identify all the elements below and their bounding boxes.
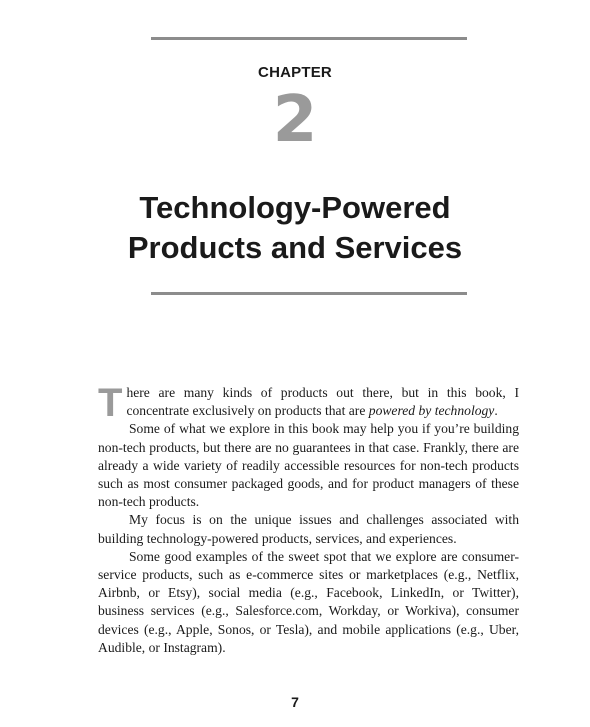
page-number: 7 (291, 694, 299, 710)
paragraph-1 (98, 381, 519, 425)
chapter-title (0, 188, 590, 268)
bottom-rule (151, 292, 467, 295)
drop-cap: T (98, 381, 123, 425)
paragraph-4: Some good examples of the sweet spot that we explore are consumer-service products, such as e-commerce sites or marketplaces (e.g., Netflix, Airbnb, or Etsy), social media (e.g., Facebook, LinkedIn, or Twitter), business services (e.g., Salesforce.com, Workday, or Workiva), consumer devices (e.g., Apple, Sonos, or Tesla), and mobile applications (e.g., Uber, Audible, or Instagram). (98, 548, 519, 655)
paragraph-2: Some of what we explore in this book may help you if you’re building non-tech products, but there are no guarantees in that case. Frankly, there are already a wide variety of readily accessible resources for non-tech products such as most consumer packaged goods, and for product managers of these non-tech products. (98, 421, 519, 510)
paragraph-3: My focus is on the unique issues and challenges associated with building technology-powered products, services, and experiences. (98, 512, 519, 546)
top-rule (151, 37, 467, 40)
chapter-number: 2 (272, 83, 318, 157)
body-text (98, 381, 519, 657)
paragraph-1-text: here are many kinds of products out there, but in this book, I concentrate exclusively on products that are (126, 385, 519, 419)
chapter-label: CHAPTER (258, 64, 332, 81)
paragraph-1-end: . (494, 403, 498, 419)
paragraph-1-emphasis: powered by technology (368, 403, 495, 419)
chapter-title-line-2: Products and Services (127, 230, 463, 265)
chapter-title-line-1: Technology-Powered (139, 190, 451, 225)
